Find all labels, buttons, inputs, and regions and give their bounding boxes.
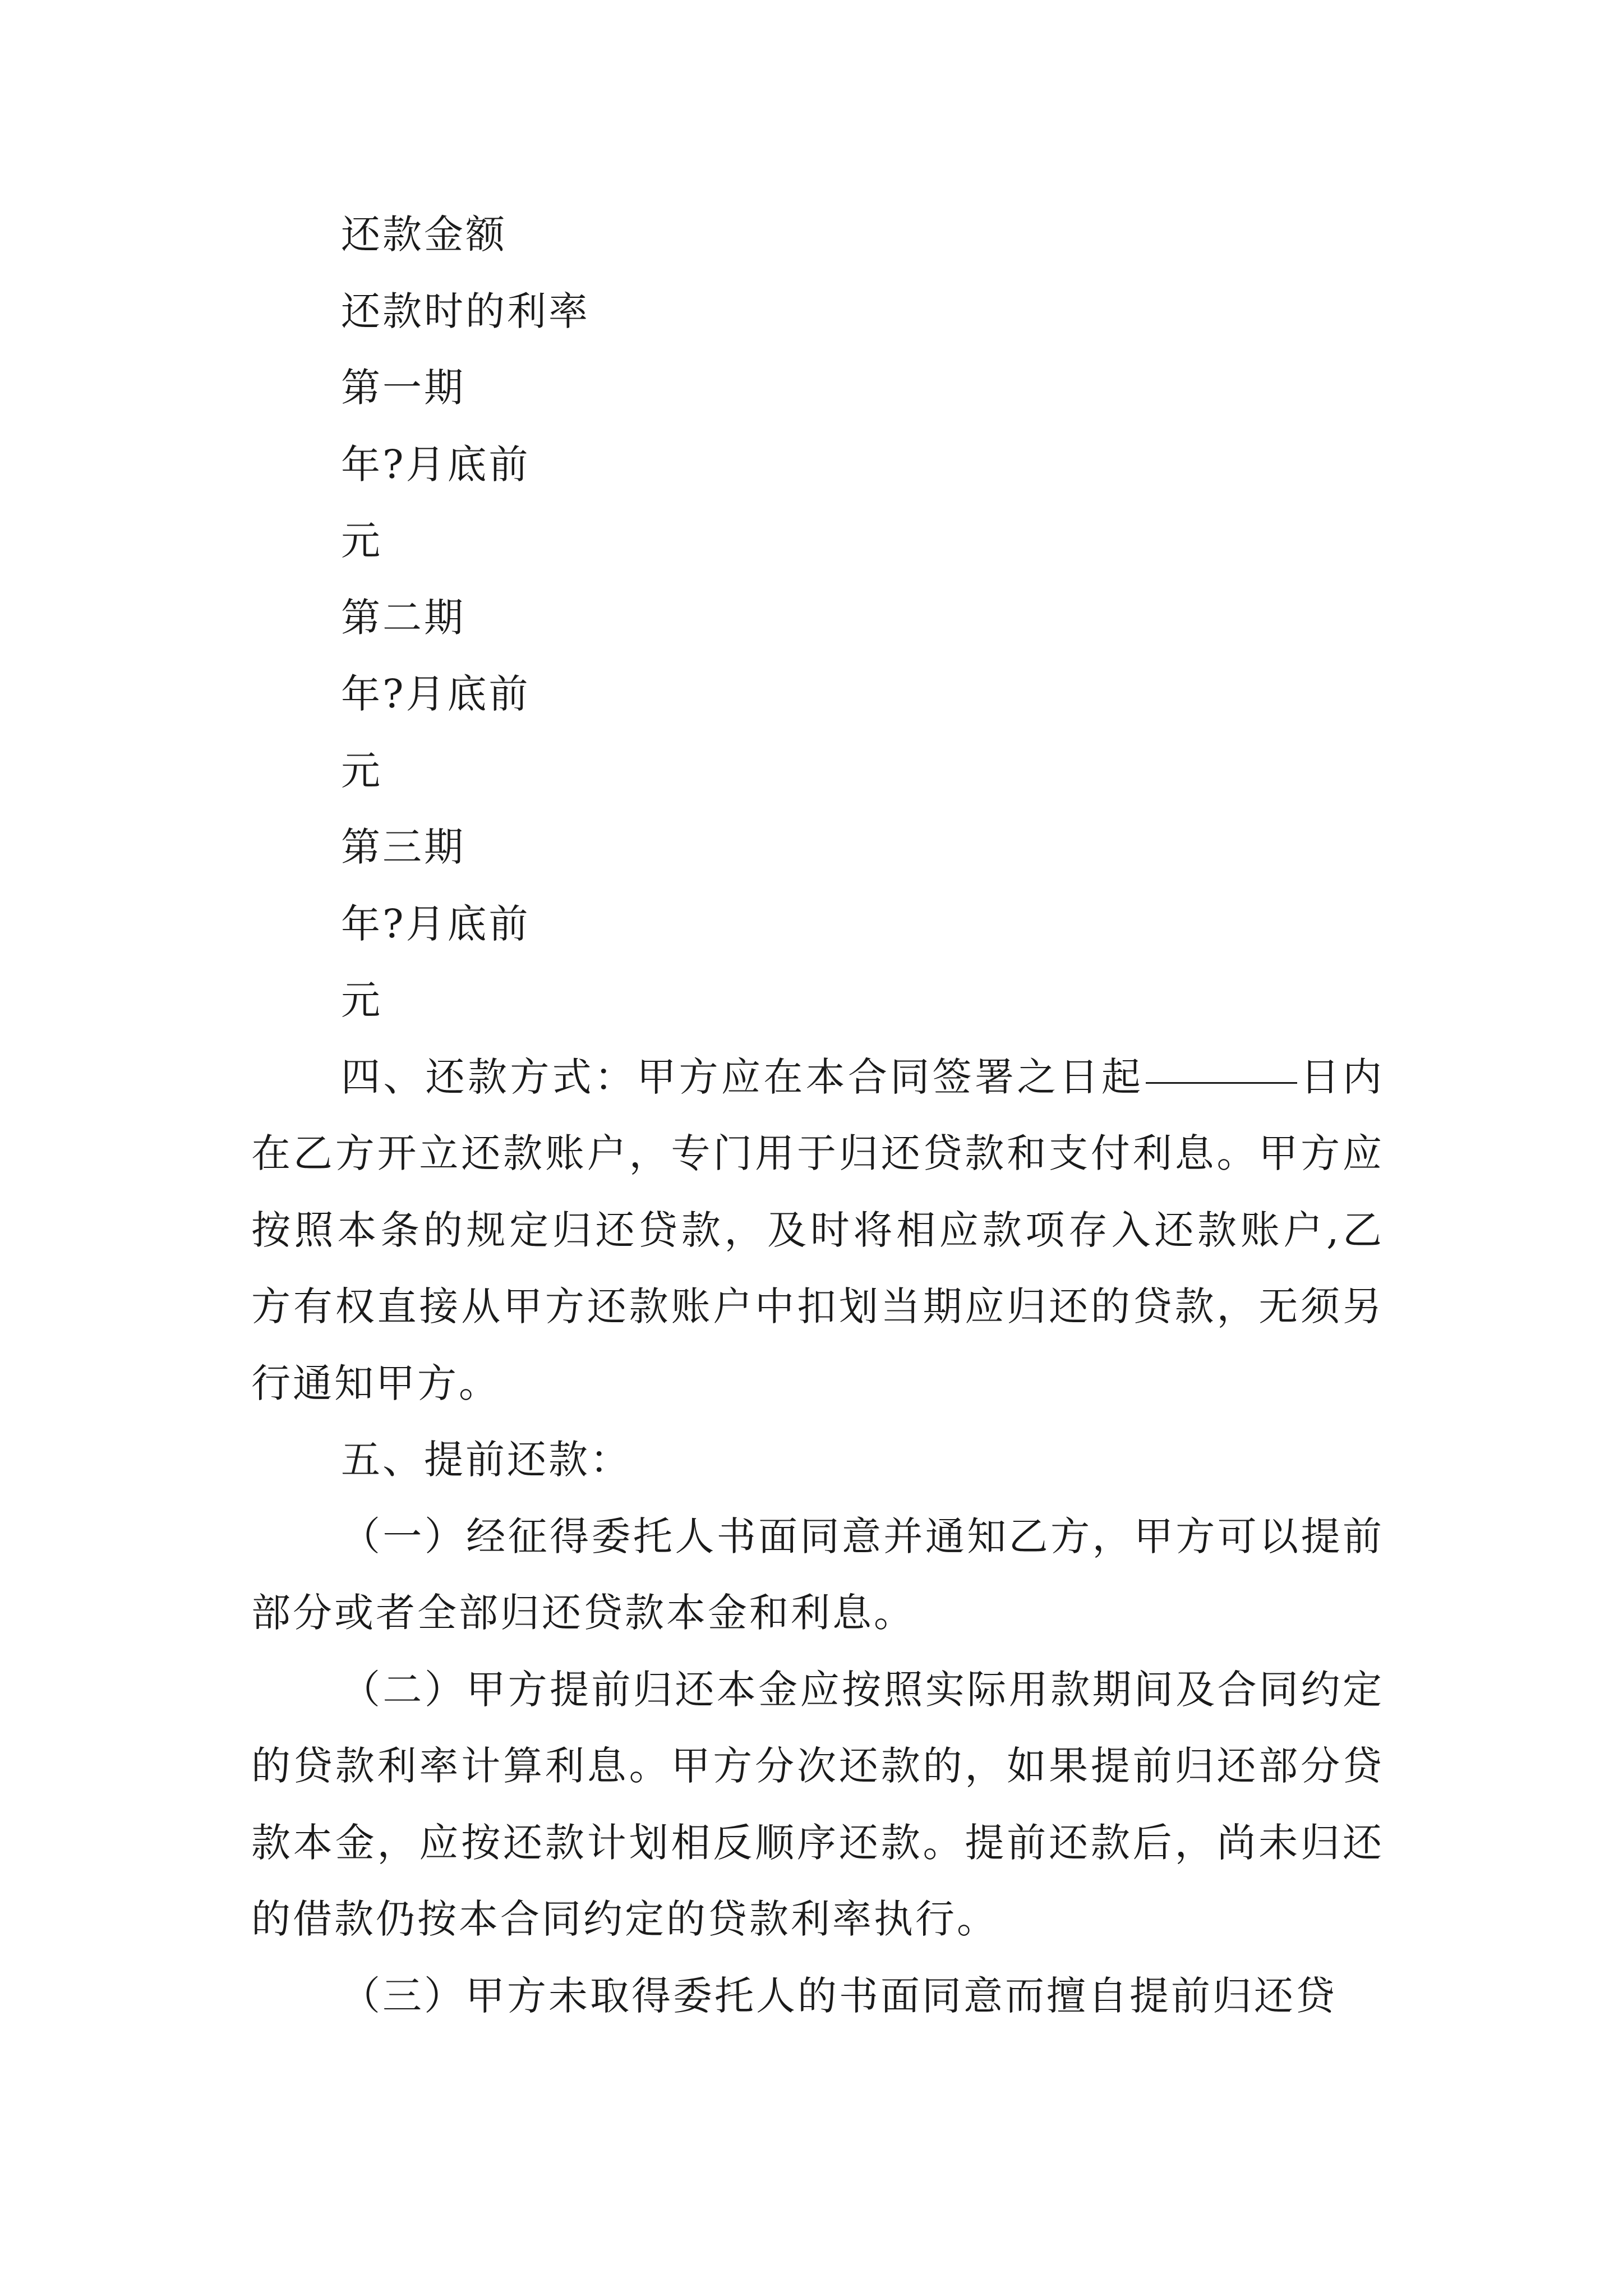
- period-3-name: 第三期: [341, 824, 465, 870]
- period-2-date: 年?月底前: [341, 671, 531, 717]
- section-5-clause-2: （二）甲方提前归还本金应按照实际用款期间及合同约定的贷款利率计算利息。甲方分次还款的，如果提前归还部分贷款本金，应按还款计划相反顺序还款。提前还款后，尚未归还的借款仍按本合同约定的贷款利率执行。: [251, 1666, 1384, 1942]
- fill-in-blank-days: [1146, 1082, 1297, 1084]
- period-3-unit: 元: [341, 977, 382, 1023]
- section-5-title: 五、提前还款：: [341, 1437, 631, 1483]
- period-1-unit: 元: [341, 518, 382, 564]
- document-body: [251, 196, 1384, 2034]
- section-5-clause-1: （一）经征得委托人书面同意并通知乙方，甲方可以提前部分或者全部归还贷款本金和利息。: [251, 1513, 1384, 1636]
- section-4-text-after-blank: 日内在乙方开立还款账户，专门用于归还贷款和支付利息。甲方应按照本条的规定归还贷款，及时将相应款项存入还款账户,乙方有权直接从甲方还款账户中扣划当期应归还的贷款，无须另行通知甲方。: [251, 1053, 1385, 1406]
- period-1-date: 年?月底前: [341, 441, 531, 487]
- period-2-name: 第二期: [341, 594, 465, 641]
- period-3-date: 年?月底前: [341, 900, 531, 947]
- schedule-header-amount: 还款金额: [341, 211, 507, 257]
- period-1-name: 第一期: [341, 365, 465, 411]
- section-4-repayment-method: [251, 1039, 1384, 1422]
- section-4-text-before-blank: 四、还款方式：甲方应在本合同签署之日起: [341, 1053, 1144, 1100]
- period-2-unit: 元: [341, 747, 382, 794]
- schedule-header-rate: 还款时的利率: [341, 288, 590, 334]
- section-5-clause-3: （三）甲方未取得委托人的书面同意而擅自提前归还贷: [341, 1972, 1337, 2019]
